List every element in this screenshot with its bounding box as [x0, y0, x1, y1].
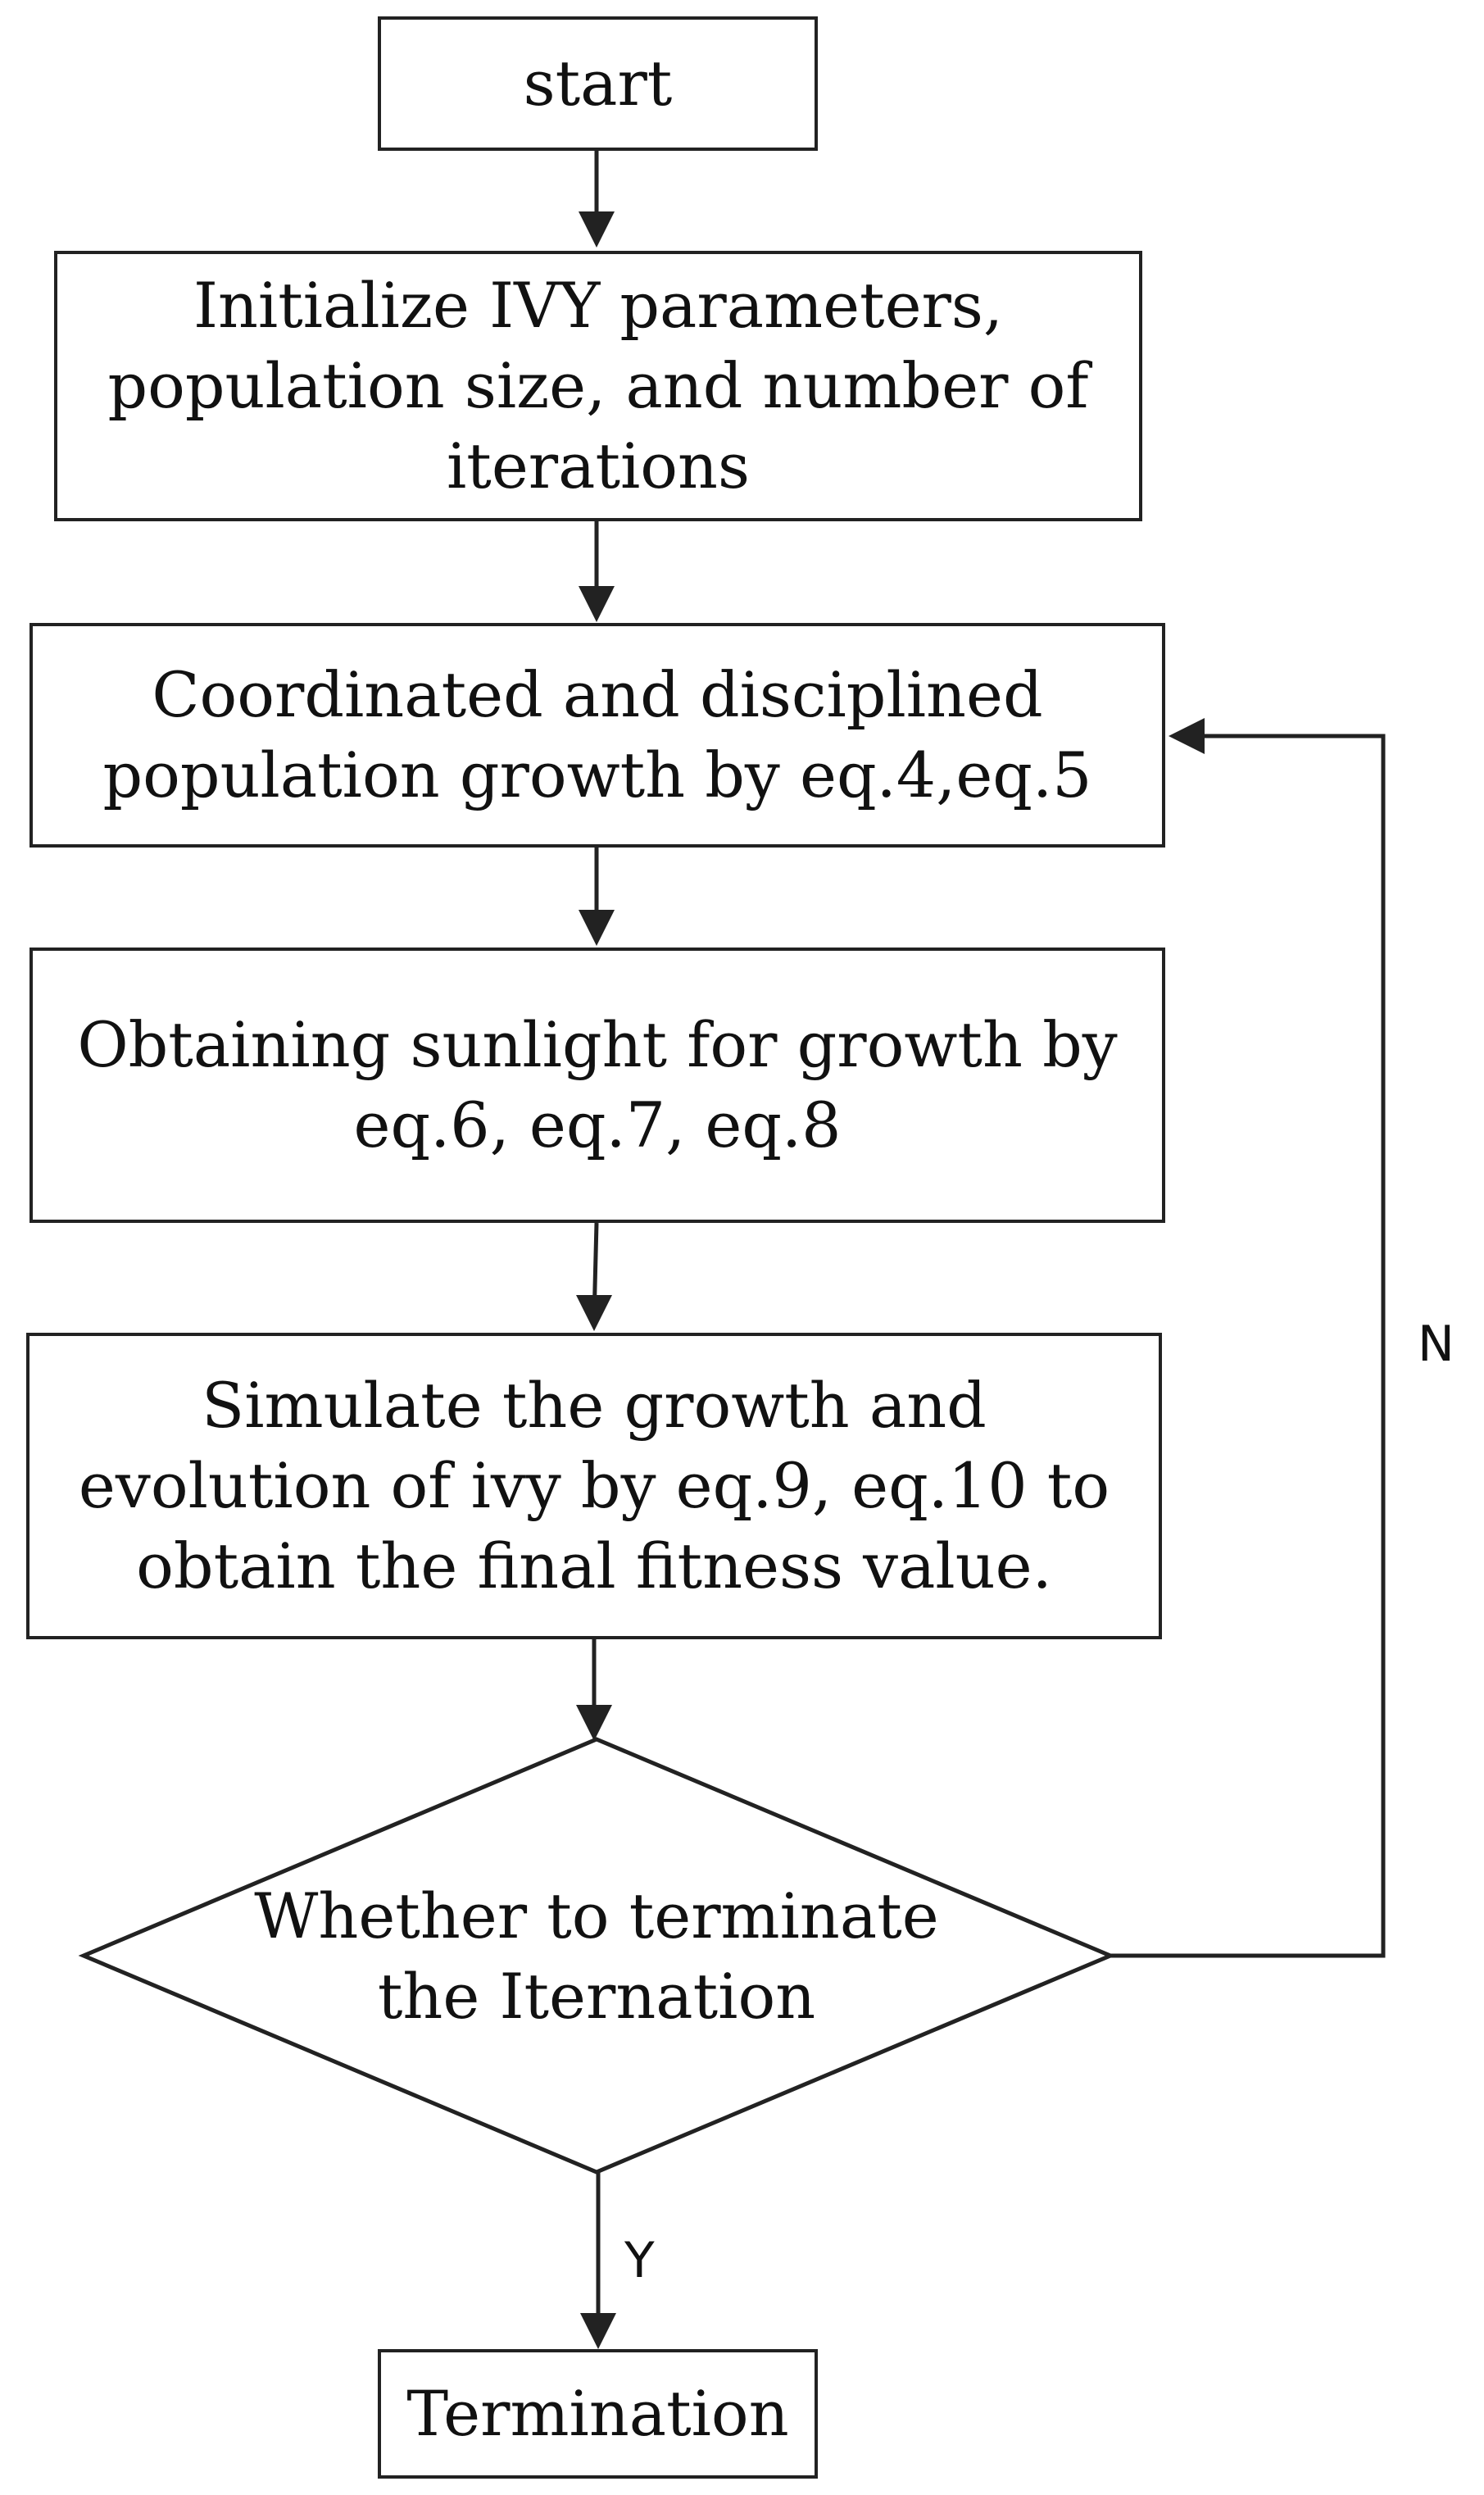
simulate-node-line-1: Simulate the growth and	[202, 1369, 987, 1442]
start-node-text: start	[523, 47, 673, 120]
sunlight-node-line-2: eq.6, eq.7, eq.8	[353, 1088, 842, 1161]
simulate-node	[26, 1333, 1162, 1639]
arrowhead-decision-to-termination	[580, 2313, 616, 2349]
simulate-node-line-2: evolution of ivy by eq.9, eq.10 to	[78, 1449, 1110, 1522]
no-branch-label: N	[1418, 1316, 1455, 1373]
decision-node-line-1: Whether to terminate	[254, 1879, 939, 1952]
initialize-node-line-3: iterations	[446, 429, 751, 502]
initialize-node	[54, 251, 1142, 521]
start-node	[378, 16, 818, 151]
arrowhead-initialize-to-growth	[579, 586, 615, 622]
termination-node	[378, 2349, 818, 2479]
initialize-node-line-2: population size, and number of	[107, 349, 1089, 422]
sunlight-node	[29, 948, 1165, 1223]
initialize-node-line-1: Initialize IVY parameters,	[193, 269, 1004, 342]
arrowhead-start-to-initialize	[579, 211, 615, 248]
yes-branch-label: Y	[624, 2232, 655, 2289]
sunlight-node-line-1: Obtaining sunlight for growth by	[77, 1008, 1118, 1081]
simulate-node-line-3: obtain the final fitness value.	[136, 1529, 1052, 1602]
arrowhead-simulate-to-decision	[576, 1705, 612, 1741]
growth-node-line-2: population growth by eq.4,eq.5	[102, 739, 1092, 811]
growth-node	[29, 623, 1165, 848]
growth-node-line-1: Coordinated and disciplined	[152, 658, 1043, 731]
decision-node	[213, 1869, 980, 2044]
termination-node-text: Termination	[406, 2377, 789, 2450]
arrowhead-decision-loop-to-growth	[1169, 718, 1205, 754]
arrowhead-sunlight-to-simulate	[576, 1295, 612, 1331]
arrowhead-growth-to-sunlight	[579, 910, 615, 946]
decision-node-line-2: the Iternation	[377, 1960, 816, 2033]
